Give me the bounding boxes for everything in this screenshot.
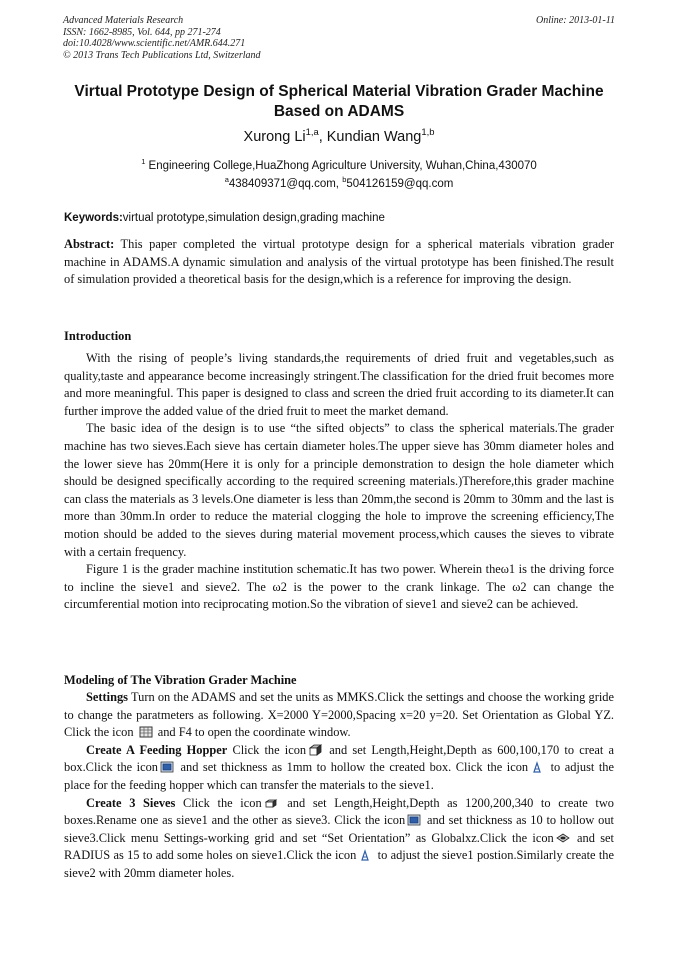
introduction-body bbox=[64, 350, 614, 614]
box-tool-icon bbox=[308, 744, 322, 756]
hopper-label: Create A Feeding Hopper bbox=[86, 742, 228, 757]
sieves-text-b: and set Length,Height,Depth as 1200,200,340 to create two boxes.Rename one as sieve1 and the other as sieve3. Click the icon bbox=[64, 795, 614, 828]
settings-text-b: and F4 to open the coordinate window. bbox=[154, 725, 351, 740]
settings-text-a: Turn on the ADAMS and set the units as MMKS.Click the settings and choose the working gride to change the paratmeters as following. X=2000 Y=2000,Spacing x=20 y=20. Set Orientation as Global YZ. Click the icon bbox=[64, 690, 614, 740]
abstract-label: Abstract: bbox=[64, 237, 115, 251]
journal-name: Advanced Materials Research bbox=[63, 15, 184, 26]
keywords-text: virtual prototype,simulation design,grading machine bbox=[122, 212, 385, 224]
journal-issn: ISSN: 1662-8985, Vol. 644, pp 271-274 bbox=[63, 26, 221, 38]
intro-paragraph-2: The basic idea of the design is to use “the sifted objects” to class the spherical materials.The grader machine has two sieves.Each sieve has certain diameter holes.The upper sieve has 30mm diameter holes and the lower sieve has 20mm(Here it is only for a principle demonstration to design the hole diameter which should be designed specifically according to the required screening materials.)Therefore,this grader machine can class the materials as 3 levels.One diameter is less than 20mm,the second is 20mm to 30mm and the last is more than 30mm.In order to reduce the material clogging the hole to improve the screening efficiency,The motion should be added to the sieves during material movement process,which causes the sieves to vibrate with a certain frequency. bbox=[64, 421, 614, 559]
shell-tool-icon bbox=[407, 814, 421, 826]
abstract bbox=[64, 236, 614, 289]
affiliation-text: Engineering College,HuaZhong Agriculture University, Wuhan,China,430070 bbox=[145, 160, 537, 172]
sieves-paragraph bbox=[64, 795, 614, 883]
author-list bbox=[60, 128, 618, 146]
email-a-sup: a bbox=[224, 175, 229, 185]
introduction-heading: Introduction bbox=[64, 329, 132, 343]
journal-info bbox=[63, 15, 261, 61]
move-tool-icon bbox=[358, 849, 372, 861]
keywords bbox=[64, 210, 614, 226]
email-b-sup: b bbox=[342, 175, 347, 185]
modeling-heading: Modeling of The Vibration Grader Machine bbox=[64, 673, 297, 687]
move-tool-icon bbox=[530, 761, 544, 773]
affiliation-sup: 1 bbox=[141, 157, 146, 167]
title-line-2: Based on ADAMS bbox=[273, 103, 405, 120]
affiliation bbox=[60, 157, 618, 193]
abstract-text: This paper completed the virtual prototype design for a spherical materials vibration grader machine in ADAMS.A dynamic simulation and analysis of the virtual prototype has been finished.The result of simulation provided a theoretical basis for the design,which is a reference for improving the design. bbox=[64, 237, 614, 287]
settings-label: Settings bbox=[86, 690, 128, 704]
journal-doi: doi:10.4028/www.scientific.net/AMR.644.271 bbox=[63, 38, 246, 49]
sieves-text-e: to adjust the sieve1 postion.Similarly create the sieve2 with 20mm diameter holes. bbox=[64, 848, 614, 880]
email-a: 438409371@qq.com, bbox=[228, 178, 343, 190]
settings-paragraph bbox=[64, 689, 614, 742]
email-b: 504126159@qq.com bbox=[346, 178, 454, 190]
intro-paragraph-3: Figure 1 is the grader machine institution schematic.It has two power. Wherein theω1 is the driving force to incline the sieve1 and sieve2. The ω2 is the power to the crank linkage. The ω2 can change the circumferential motion into reciprocating motion.So the vibration of sieve1 and sieve2 can be achieved. bbox=[64, 562, 614, 612]
grid-settings-icon bbox=[139, 726, 153, 738]
hole-tool-icon bbox=[556, 832, 570, 844]
shell-tool-icon bbox=[160, 761, 174, 773]
journal-copyright: © 2013 Trans Tech Publications Ltd, Switzerland bbox=[63, 49, 261, 61]
sieves-text-c: and set thickness as 10 to hollow out sieve3.Click menu Settings-working grid and set “Set Orientation” as Globalxz.Click the icon bbox=[64, 813, 614, 845]
hopper-text-a: Click the icon bbox=[227, 742, 307, 757]
online-date: Online: 2013-01-11 bbox=[536, 15, 615, 26]
author-2-sup: 1,b bbox=[421, 126, 435, 138]
intro-paragraph-1: With the rising of people’s living standards,the requirements of dried fruit and vegetables,such as quality,taste and appearance become increasingly stringent.The classification for the dried fruit becomes more and more meaningful. This paper is designed to class and screen the dried fruit according to its diameter.It can further improve the added value of the dried fruit to meet the market demand. bbox=[64, 351, 614, 418]
email-line bbox=[60, 175, 618, 193]
paper-title bbox=[60, 82, 618, 122]
hopper-text-d: to adjust the place for the feeding hopper which can transfer the materials to the sieve1. bbox=[64, 760, 614, 792]
title-line-1: Virtual Prototype Design of Spherical Material Vibration Grader Machine bbox=[74, 83, 604, 100]
author-2: Kundian Wang bbox=[326, 129, 422, 145]
hopper-paragraph bbox=[64, 742, 614, 795]
affiliation-line bbox=[60, 157, 618, 175]
author-1: Xurong Li bbox=[243, 129, 306, 145]
hopper-text-b: and set Length,Height,Depth as 600,100,170 to creat a box.Click the icon bbox=[64, 742, 614, 775]
hopper-text-c: and set thickness as 1mm to hollow the created box. Click the icon bbox=[176, 760, 529, 775]
sieves-label: Create 3 Sieves bbox=[86, 795, 176, 810]
sieves-text-d: and set RADIUS as 15 to add some holes on sieve1.Click the icon bbox=[64, 830, 614, 863]
author-separator: , bbox=[318, 129, 327, 145]
keywords-label: Keywords: bbox=[64, 212, 123, 224]
author-1-sup: 1,a bbox=[305, 126, 319, 138]
sieves-text-a: Click the icon bbox=[175, 795, 262, 810]
modeling-body bbox=[64, 689, 614, 883]
box-tool-icon bbox=[264, 797, 278, 809]
